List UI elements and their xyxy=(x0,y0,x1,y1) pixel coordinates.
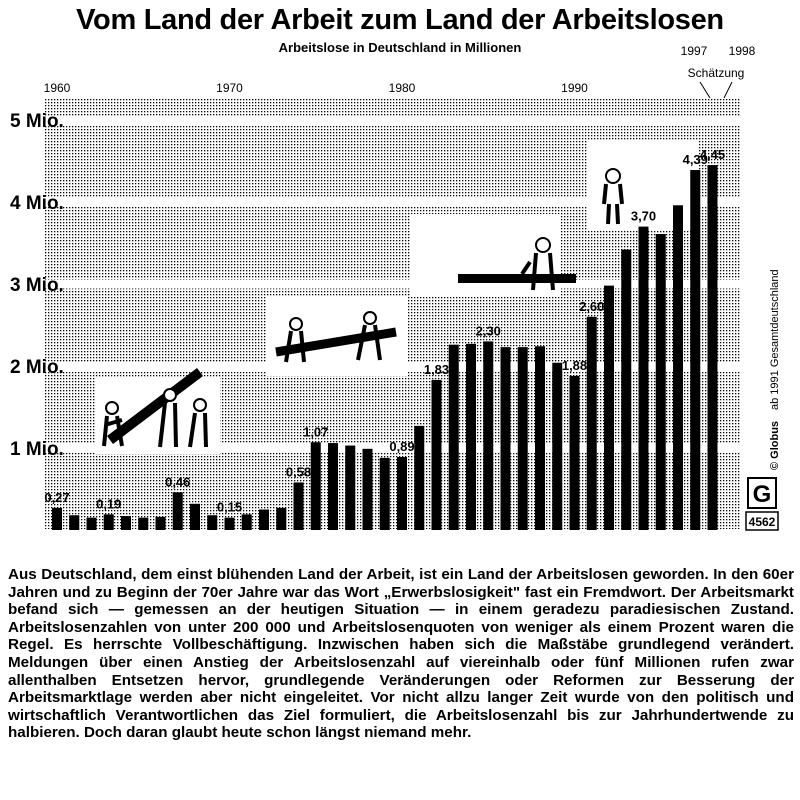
data-label: 0,89 xyxy=(389,439,415,455)
bar xyxy=(570,376,580,530)
globus-logo-letter: G xyxy=(752,481,772,508)
bar xyxy=(173,492,183,530)
bar xyxy=(621,250,631,530)
y-tick-label: 4 Mio. xyxy=(10,193,64,214)
x-tick-label: 1990 xyxy=(561,81,588,95)
bar xyxy=(52,508,62,530)
bar xyxy=(639,227,649,530)
y-tick-label: 1 Mio. xyxy=(10,439,64,460)
bar xyxy=(432,380,442,530)
side-note: ab 1991 Gesamtdeutschland xyxy=(769,269,781,410)
x-tick-label: 1980 xyxy=(388,81,416,95)
bar xyxy=(656,234,666,530)
data-label: 3,70 xyxy=(630,208,657,224)
bar xyxy=(535,346,545,530)
data-label: 4,45 xyxy=(699,147,726,163)
forecast-pointer-1997 xyxy=(700,82,710,98)
bar xyxy=(414,426,424,530)
bar xyxy=(190,504,200,530)
y-tick-label: 5 Mio. xyxy=(10,111,64,132)
bar xyxy=(518,347,528,530)
data-label: 2,30 xyxy=(475,323,501,339)
data-label: 1,07 xyxy=(303,424,329,440)
decade-labels xyxy=(44,81,589,95)
bar xyxy=(345,446,355,530)
chart-title: Vom Land der Arbeit zum Land der Arbeitslosen xyxy=(76,4,724,36)
bar xyxy=(380,458,390,530)
data-label: 0,58 xyxy=(285,464,312,480)
bar xyxy=(328,443,338,530)
data-label: 4,39 xyxy=(682,152,708,168)
forecast-year-1998: 1998 xyxy=(728,44,756,58)
bar xyxy=(242,514,252,530)
bar xyxy=(363,449,373,530)
data-label: 1,83 xyxy=(423,361,450,377)
bar xyxy=(225,518,235,530)
chart-number: 4562 xyxy=(748,515,776,529)
source-credit: © Globus xyxy=(769,420,781,470)
bar xyxy=(708,165,718,530)
bar xyxy=(690,170,700,530)
bar xyxy=(87,518,97,530)
data-label: 2,60 xyxy=(579,298,605,314)
bar xyxy=(483,341,493,530)
y-tick-label: 3 Mio. xyxy=(10,275,64,296)
bar xyxy=(449,345,459,530)
bar xyxy=(604,286,614,530)
bar xyxy=(466,344,476,530)
bar xyxy=(69,515,79,530)
data-label: 1,88 xyxy=(561,357,588,373)
bar xyxy=(501,347,511,530)
forecast-pointer-1998 xyxy=(724,82,732,98)
x-tick-label: 1970 xyxy=(216,81,243,95)
bar xyxy=(294,482,304,530)
x-tick-label: 1960 xyxy=(43,81,71,95)
bar xyxy=(259,510,269,531)
article-text: Aus Deutschland, dem einst blühenden Land der Arbeit, ist ein Land der Arbeitslosen geworden. In den 60er Jahren und zu Beginn der 70er Jahre war das Wort „Erwerbslosigkeit" fast ein Fremdwort. Der Arbeitsmarkt befand sich — gemessen an der heutigen Situation — in einem geradezu paradiesischen Zustand. Arbeitslosenzahlen von unter 200 000 und Arbeitslosenquoten von weniger als einem Prozent waren die Regel. Es herrschte Vollbeschäftigung. Inzwischen haben sich die Maßstäbe grundlegend verändert. Meldungen über einen Anstieg der Arbeitslosenzahl auf viereinhalb oder fünf Millionen rufen zwar allenthalben Entsetzen hervor, grundlegende Veränderungen oder Reformen zur Besserung der Arbeitsmarktlage werden aber nicht eingeleitet. Vor nicht allzu langer Zeit wurde von den politisch und wirtschaftlich Verantwortlichen das Ziel formuliert, die Arbeitslosenzahl bis zur Jahrhundertwende zu halbieren. Doch daran glaubt heute schon längst niemand mehr. xyxy=(8,566,794,742)
bar xyxy=(397,457,407,530)
data-label: 0,27 xyxy=(44,489,70,505)
chart-subtitle: Arbeitslose in Deutschland in Millionen xyxy=(278,40,522,55)
forecast-year-1997: 1997 xyxy=(680,44,708,58)
globus-logo xyxy=(748,478,776,508)
bar xyxy=(587,317,597,530)
data-label: 0,19 xyxy=(96,496,122,512)
bar xyxy=(156,517,166,530)
bar xyxy=(104,514,114,530)
forecast-note: Schätzung xyxy=(687,66,745,80)
bar xyxy=(552,363,562,530)
bar xyxy=(121,516,131,530)
bar xyxy=(311,442,321,530)
data-label: 0,46 xyxy=(165,474,191,490)
bar xyxy=(207,515,217,530)
bar xyxy=(673,205,683,530)
bar xyxy=(276,508,286,530)
y-tick-label: 2 Mio. xyxy=(10,357,64,378)
bar xyxy=(138,518,148,530)
data-label: 0,15 xyxy=(216,499,243,515)
